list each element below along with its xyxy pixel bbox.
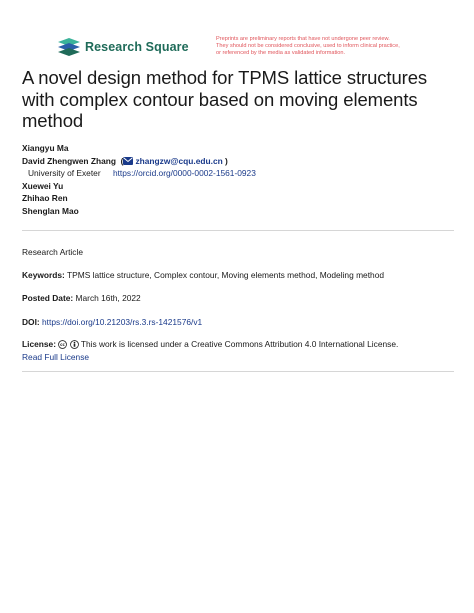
divider [22, 371, 454, 372]
author-affiliation: University of Exeter [28, 168, 101, 178]
license-link-row [22, 352, 89, 363]
corresponding-author [22, 155, 256, 168]
cc-icon [58, 340, 67, 349]
author-name: Xiangyu Ma [22, 143, 69, 153]
preprint-disclaimer [216, 36, 456, 58]
doi-link[interactable]: https://doi.org/10.21203/rs.3.rs-1421576/v1 [42, 317, 203, 327]
license-row [22, 339, 398, 350]
author-name: Zhihao Ren [22, 193, 68, 203]
orcid-link[interactable]: https://orcid.org/0000-0002-1561-0923 [112, 168, 256, 178]
author-email-link[interactable] [123, 156, 222, 166]
license-label: License: [22, 339, 56, 349]
posted-date-row [22, 293, 141, 304]
doi-label: DOI: [22, 317, 40, 327]
disclaimer-line: They should not be considered conclusive, used to inform clinical practice, [216, 43, 400, 50]
posted-date-label: Posted Date: [22, 293, 74, 303]
posted-date-value: March 16th, 2022 [75, 293, 141, 303]
brand-name: Research Square [85, 40, 189, 54]
author-name: David Zhengwen Zhang [22, 155, 116, 166]
author-email: zhangzw@cqu.edu.cn [135, 155, 223, 166]
envelope-icon [123, 157, 133, 165]
author-affiliation-row [22, 167, 256, 180]
keywords-value: TPMS lattice structure, Complex contour, Moving elements method, Modeling method [67, 270, 385, 280]
license-text: This work is licensed under a Creative Commons Attribution 4.0 International License. [80, 339, 399, 349]
research-square-logo-icon [58, 38, 80, 56]
keywords-label: Keywords: [22, 270, 65, 280]
read-full-license-link[interactable]: Read Full License [22, 352, 90, 362]
disclaimer-line: Preprints are preliminary reports that have not undergone peer review. [216, 36, 390, 42]
disclaimer-line: or referenced by the media as validated information. [216, 50, 346, 57]
author-name: Shenglan Mao [22, 205, 79, 216]
paper-title: A novel design method for TPMS lattice structures with complex contour based on moving elements method [22, 67, 428, 131]
email-open-paren: ( [118, 155, 124, 166]
research-square-logo[interactable] [58, 38, 189, 56]
keywords-row [22, 270, 384, 281]
author-name: Xuewei Yu [22, 180, 64, 191]
by-icon [70, 340, 79, 349]
email-close-paren: ) [222, 155, 228, 166]
svg-text:cc: cc [60, 341, 66, 347]
divider [22, 230, 454, 231]
article-type: Research Article [22, 247, 83, 257]
author-list [22, 142, 256, 217]
doi-row [22, 317, 202, 328]
